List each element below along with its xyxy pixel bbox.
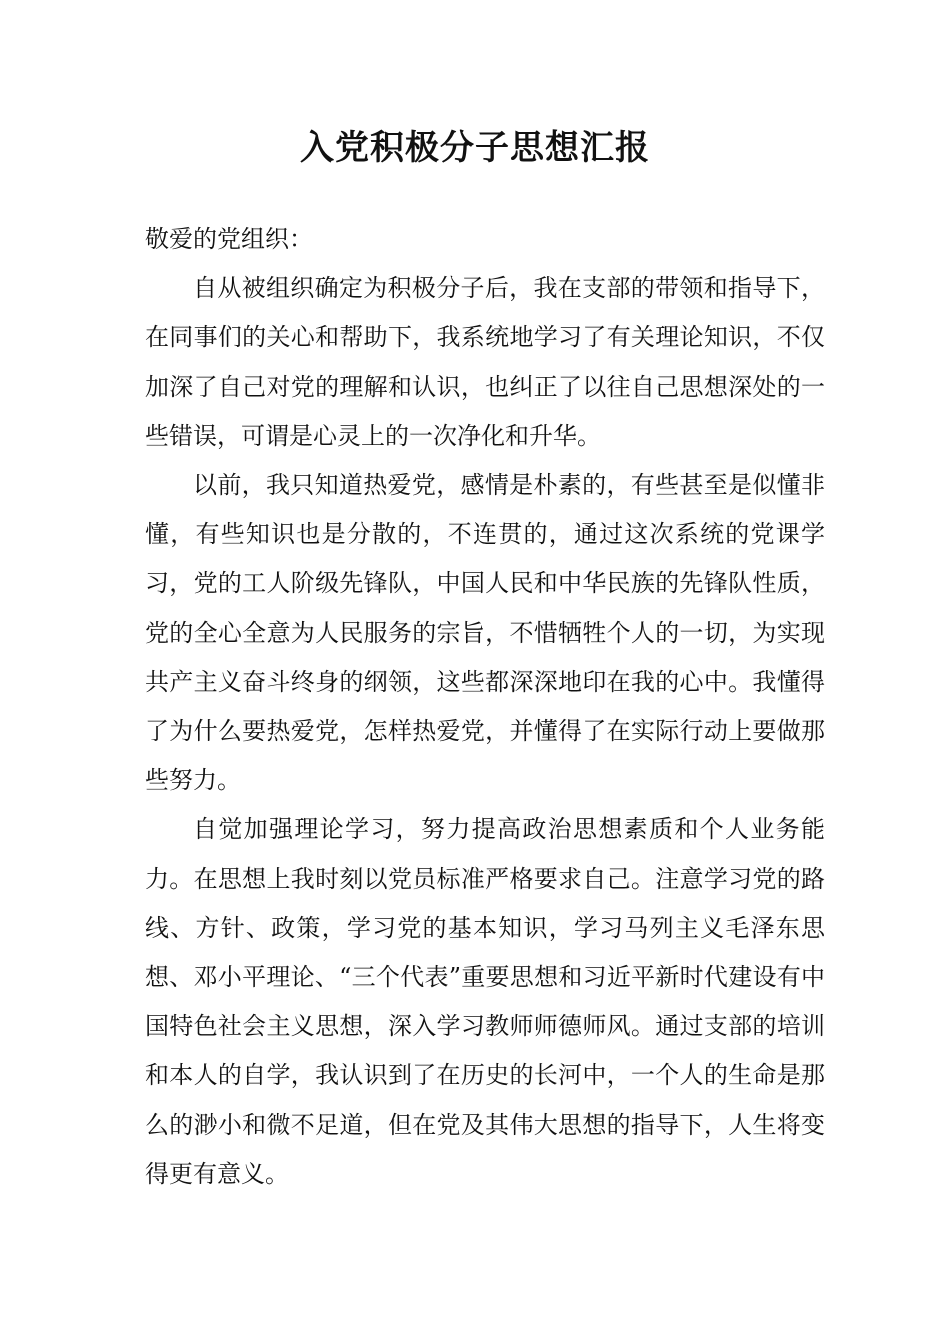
- paragraph-3: 自觉加强理论学习，努力提高政治思想素质和个人业务能力。在思想上我时刻以党员标准严格要求自己。注意学习党的路线、方针、政策，学习党的基本知识，学习马列主义毛泽东思想、邓小平理论、“三个代表”重要思想和习近平新时代建设有中国特色社会主义思想，深入学习教师师德师风。通过支部的培训和本人的自学，我认识到了在历史的长河中，一个人的生命是那么的渺小和微不足道，但在党及其伟大思想的指导下，人生将变得更有意义。: [145, 815, 825, 1188]
- salutation: 敬爱的党组织：: [145, 225, 313, 253]
- document-title: 入党积极分子思想汇报: [300, 128, 650, 168]
- paragraph-1: 自从被组织确定为积极分子后，我在支部的带领和指导下，在同事们的关心和帮助下，我系统地学习了有关理论知识，不仅加深了自己对党的理解和认识，也纠正了以往自己思想深处的一些错误，可谓是心灵上的一次净化和升华。: [145, 274, 825, 450]
- paragraph-2: 以前，我只知道热爱党，感情是朴素的，有些甚至是似懂非懂，有些知识也是分散的，不连贯的，通过这次系统的党课学习，党的工人阶级先锋队，中国人民和中华民族的先锋队性质，党的全心全意为人民服务的宗旨，不惜牺牲个人的一切，为实现共产主义奋斗终身的纲领，这些都深深地印在我的心中。我懂得了为什么要热爱党，怎样热爱党，并懂得了在实际行动上要做那些努力。: [145, 471, 825, 795]
- document-body: [145, 215, 825, 1199]
